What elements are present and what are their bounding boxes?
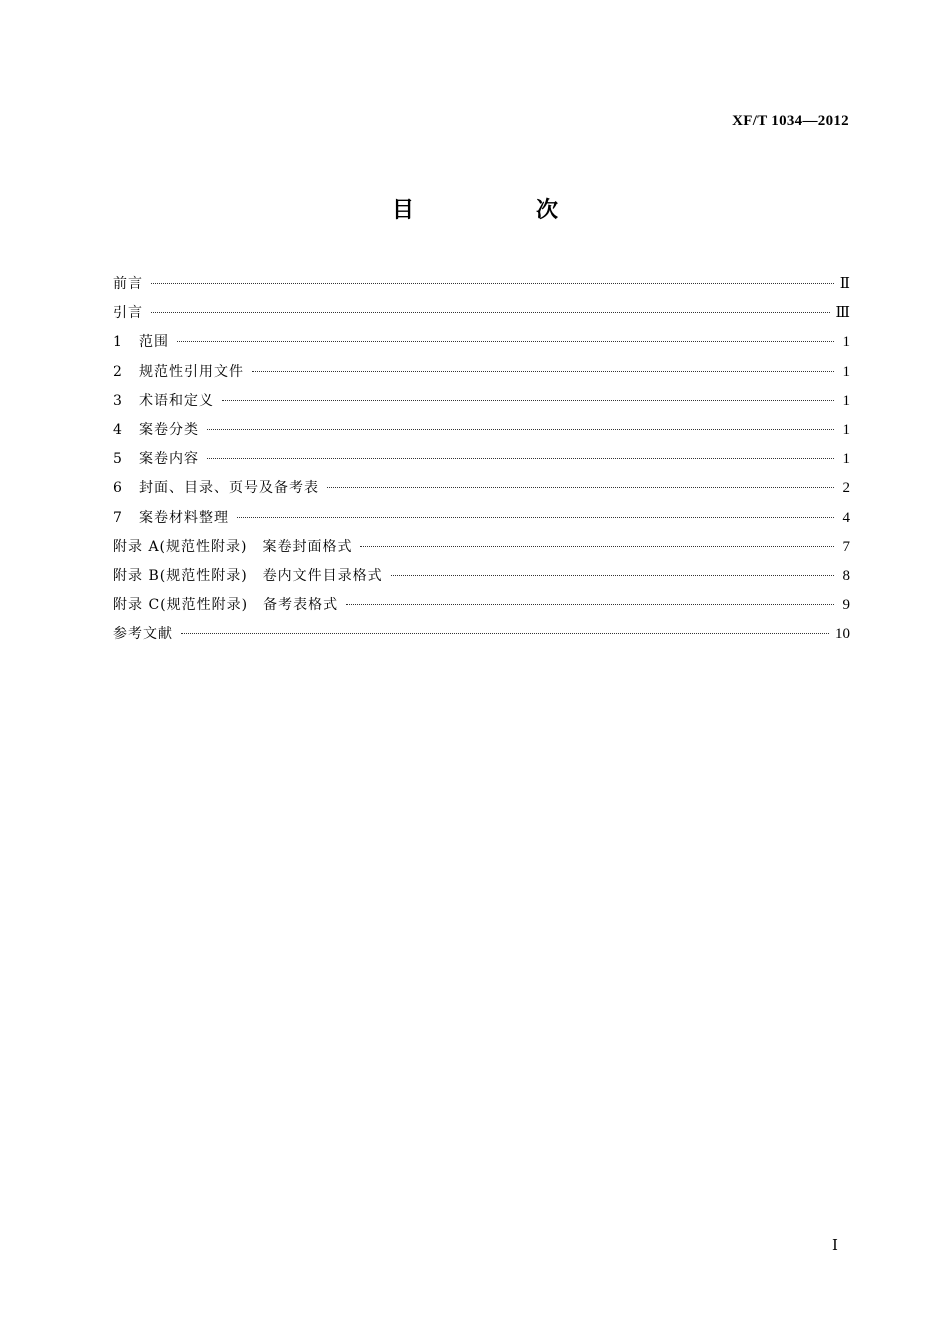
toc-leader-dots	[237, 517, 834, 518]
toc-entry-label: 范围	[139, 334, 169, 351]
toc-entry-page: 1	[842, 392, 850, 409]
toc-leader-dots	[207, 429, 834, 430]
toc-entry-label: 前言	[113, 276, 143, 292]
toc-entry-label: 案卷分类	[139, 421, 199, 438]
toc-entry-scope[interactable]	[113, 328, 850, 357]
toc-entry-page: 1	[842, 334, 850, 351]
toc-leader-dots	[207, 458, 834, 459]
toc-entry-introduction[interactable]	[113, 299, 850, 328]
toc-entry-label: 封面、目录、页号及备考表	[139, 480, 319, 497]
toc-entry-label: 参考文献	[113, 626, 173, 643]
toc-leader-dots	[151, 312, 830, 313]
toc-entry-foreword[interactable]	[113, 270, 850, 299]
toc-leader-dots	[346, 604, 834, 605]
table-of-contents	[113, 270, 850, 649]
toc-leader-dots	[181, 633, 829, 634]
toc-entry-page: Ⅱ	[839, 276, 850, 292]
toc-entry-page: 1	[842, 363, 850, 380]
page-number: Ⅰ	[832, 1238, 838, 1254]
toc-entry-arrangement[interactable]	[113, 504, 850, 533]
toc-entry-label: 案卷内容	[139, 451, 199, 468]
toc-entry-label: 术语和定义	[139, 392, 214, 409]
toc-leader-dots	[222, 400, 834, 401]
toc-entry-appendix-b[interactable]	[113, 562, 850, 591]
toc-entry-label: 附录 A(规范性附录) 案卷封面格式	[113, 538, 353, 555]
standard-code: XF/T 1034—2012	[732, 113, 849, 129]
toc-entry-page: 2	[842, 480, 850, 497]
toc-entry-page: 1	[842, 421, 850, 438]
toc-entry-label: 案卷材料整理	[139, 509, 229, 526]
toc-entry-page: 1	[842, 451, 850, 468]
toc-entry-page: 8	[842, 567, 850, 584]
toc-entry-number: 3	[113, 392, 123, 409]
toc-entry-content[interactable]	[113, 445, 850, 474]
toc-entry-label: 规范性引用文件	[139, 363, 244, 380]
toc-leader-dots	[391, 575, 834, 576]
toc-entry-appendix-c[interactable]	[113, 591, 850, 620]
toc-entry-label: 附录 C(规范性附录) 备考表格式	[113, 597, 339, 614]
toc-leader-dots	[177, 341, 834, 342]
toc-entry-number: 1	[113, 334, 123, 351]
toc-leader-dots	[360, 546, 834, 547]
toc-entry-label: 附录 B(规范性附录) 卷内文件目录格式	[113, 567, 383, 584]
toc-leader-dots	[252, 371, 834, 372]
page-title: 目 次	[391, 198, 608, 223]
toc-entry-number: 7	[113, 509, 123, 526]
toc-entry-bibliography[interactable]	[113, 620, 850, 649]
toc-entry-number: 2	[113, 363, 123, 380]
toc-entry-terms-definitions[interactable]	[113, 387, 850, 416]
toc-entry-page: 10	[835, 626, 850, 643]
toc-entry-page: 7	[842, 538, 850, 555]
toc-leader-dots	[151, 283, 834, 284]
toc-entry-label: 引言	[113, 305, 143, 322]
toc-entry-cover-catalog[interactable]	[113, 474, 850, 503]
toc-entry-appendix-a[interactable]	[113, 533, 850, 562]
toc-entry-page: Ⅲ	[835, 305, 850, 322]
toc-entry-page: 4	[842, 509, 850, 526]
toc-entry-classification[interactable]	[113, 416, 850, 445]
toc-entry-page: 9	[842, 597, 850, 614]
toc-entry-normative-references[interactable]	[113, 358, 850, 387]
toc-entry-number: 6	[113, 480, 123, 497]
toc-entry-number: 5	[113, 451, 123, 468]
toc-leader-dots	[327, 487, 834, 488]
toc-entry-number: 4	[113, 421, 123, 438]
